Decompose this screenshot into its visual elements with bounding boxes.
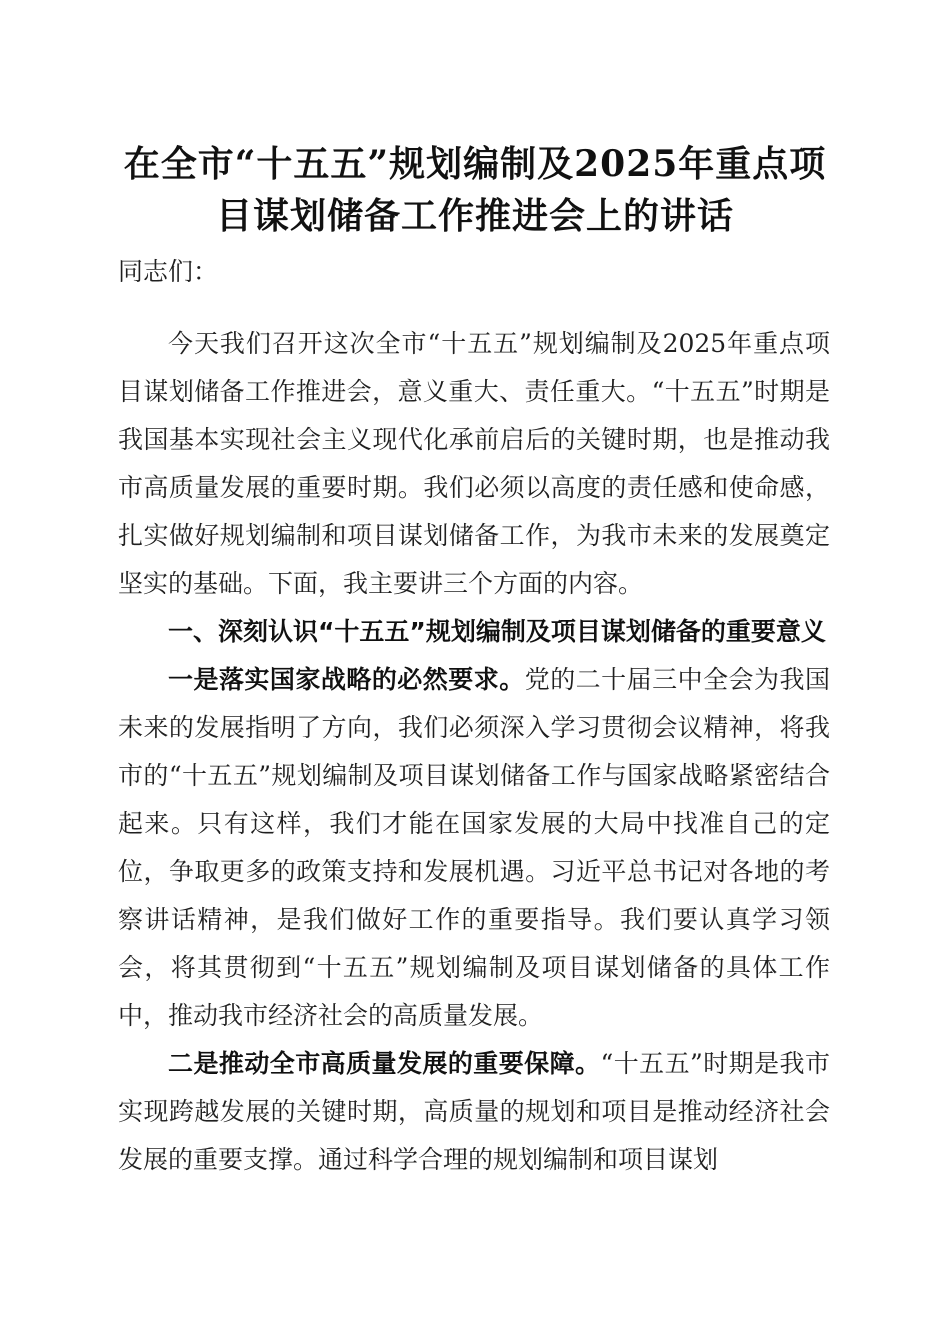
document-title xyxy=(60,138,890,242)
point-2-text: “十五五”时期是我市实现跨越发展的关键时期，高质量的规划和项目是推动经济社会发展的重要支撑。通过科学合理的规划编制和项目谋划 xyxy=(118,1049,831,1174)
salutation: 同志们： xyxy=(118,257,219,286)
point-2-lead: 二是推动全市高质量发展的重要保障。 xyxy=(168,1049,601,1078)
point-1-text: 党的二十届三中全会为我国未来的发展指明了方向，我们必须深入学习贯彻会议精神，将我市的“十五五”规划编制及项目谋划储备工作与国家战略紧密结合起来。只有这样，我们才能在国家发展的大局中找准自己的定位，争取更多的政策支持和发展机遇。习近平总书记对各地的考察讲话精神，是我们做好工作的重要指导。我们要认真学习领会，将其贯彻到“十五五”规划编制及项目谋划储备的具体工作中，推动我市经济社会的高质量发展。 xyxy=(118,665,830,1030)
point-1-paragraph xyxy=(118,656,830,1040)
point-2-paragraph xyxy=(118,1040,830,1184)
intro-paragraph: 今天我们召开这次全市“十五五”规划编制及2025年重点项目谋划储备工作推进会，意义重大、责任重大。“十五五”时期是我国基本实现社会主义现代化承前启后的关键时期，也是推动我市高质量发展的重要时期。我们必须以高度的责任感和使命感，扎实做好规划编制和项目谋划储备工作，为我市未来的发展奠定坚实的基础。下面，我主要讲三个方面的内容。 xyxy=(118,329,830,598)
point-1-lead: 一是落实国家战略的必然要求。 xyxy=(168,665,525,694)
title-line-2: 目谋划储备工作推进会上的讲话 xyxy=(215,195,734,237)
section-heading-1: 一、深刻认识“十五五”规划编制及项目谋划储备的重要意义 xyxy=(168,617,826,646)
document-body xyxy=(118,320,830,1184)
title-line-1: 在全市“十五五”规划编制及2025年重点项 xyxy=(123,143,827,185)
